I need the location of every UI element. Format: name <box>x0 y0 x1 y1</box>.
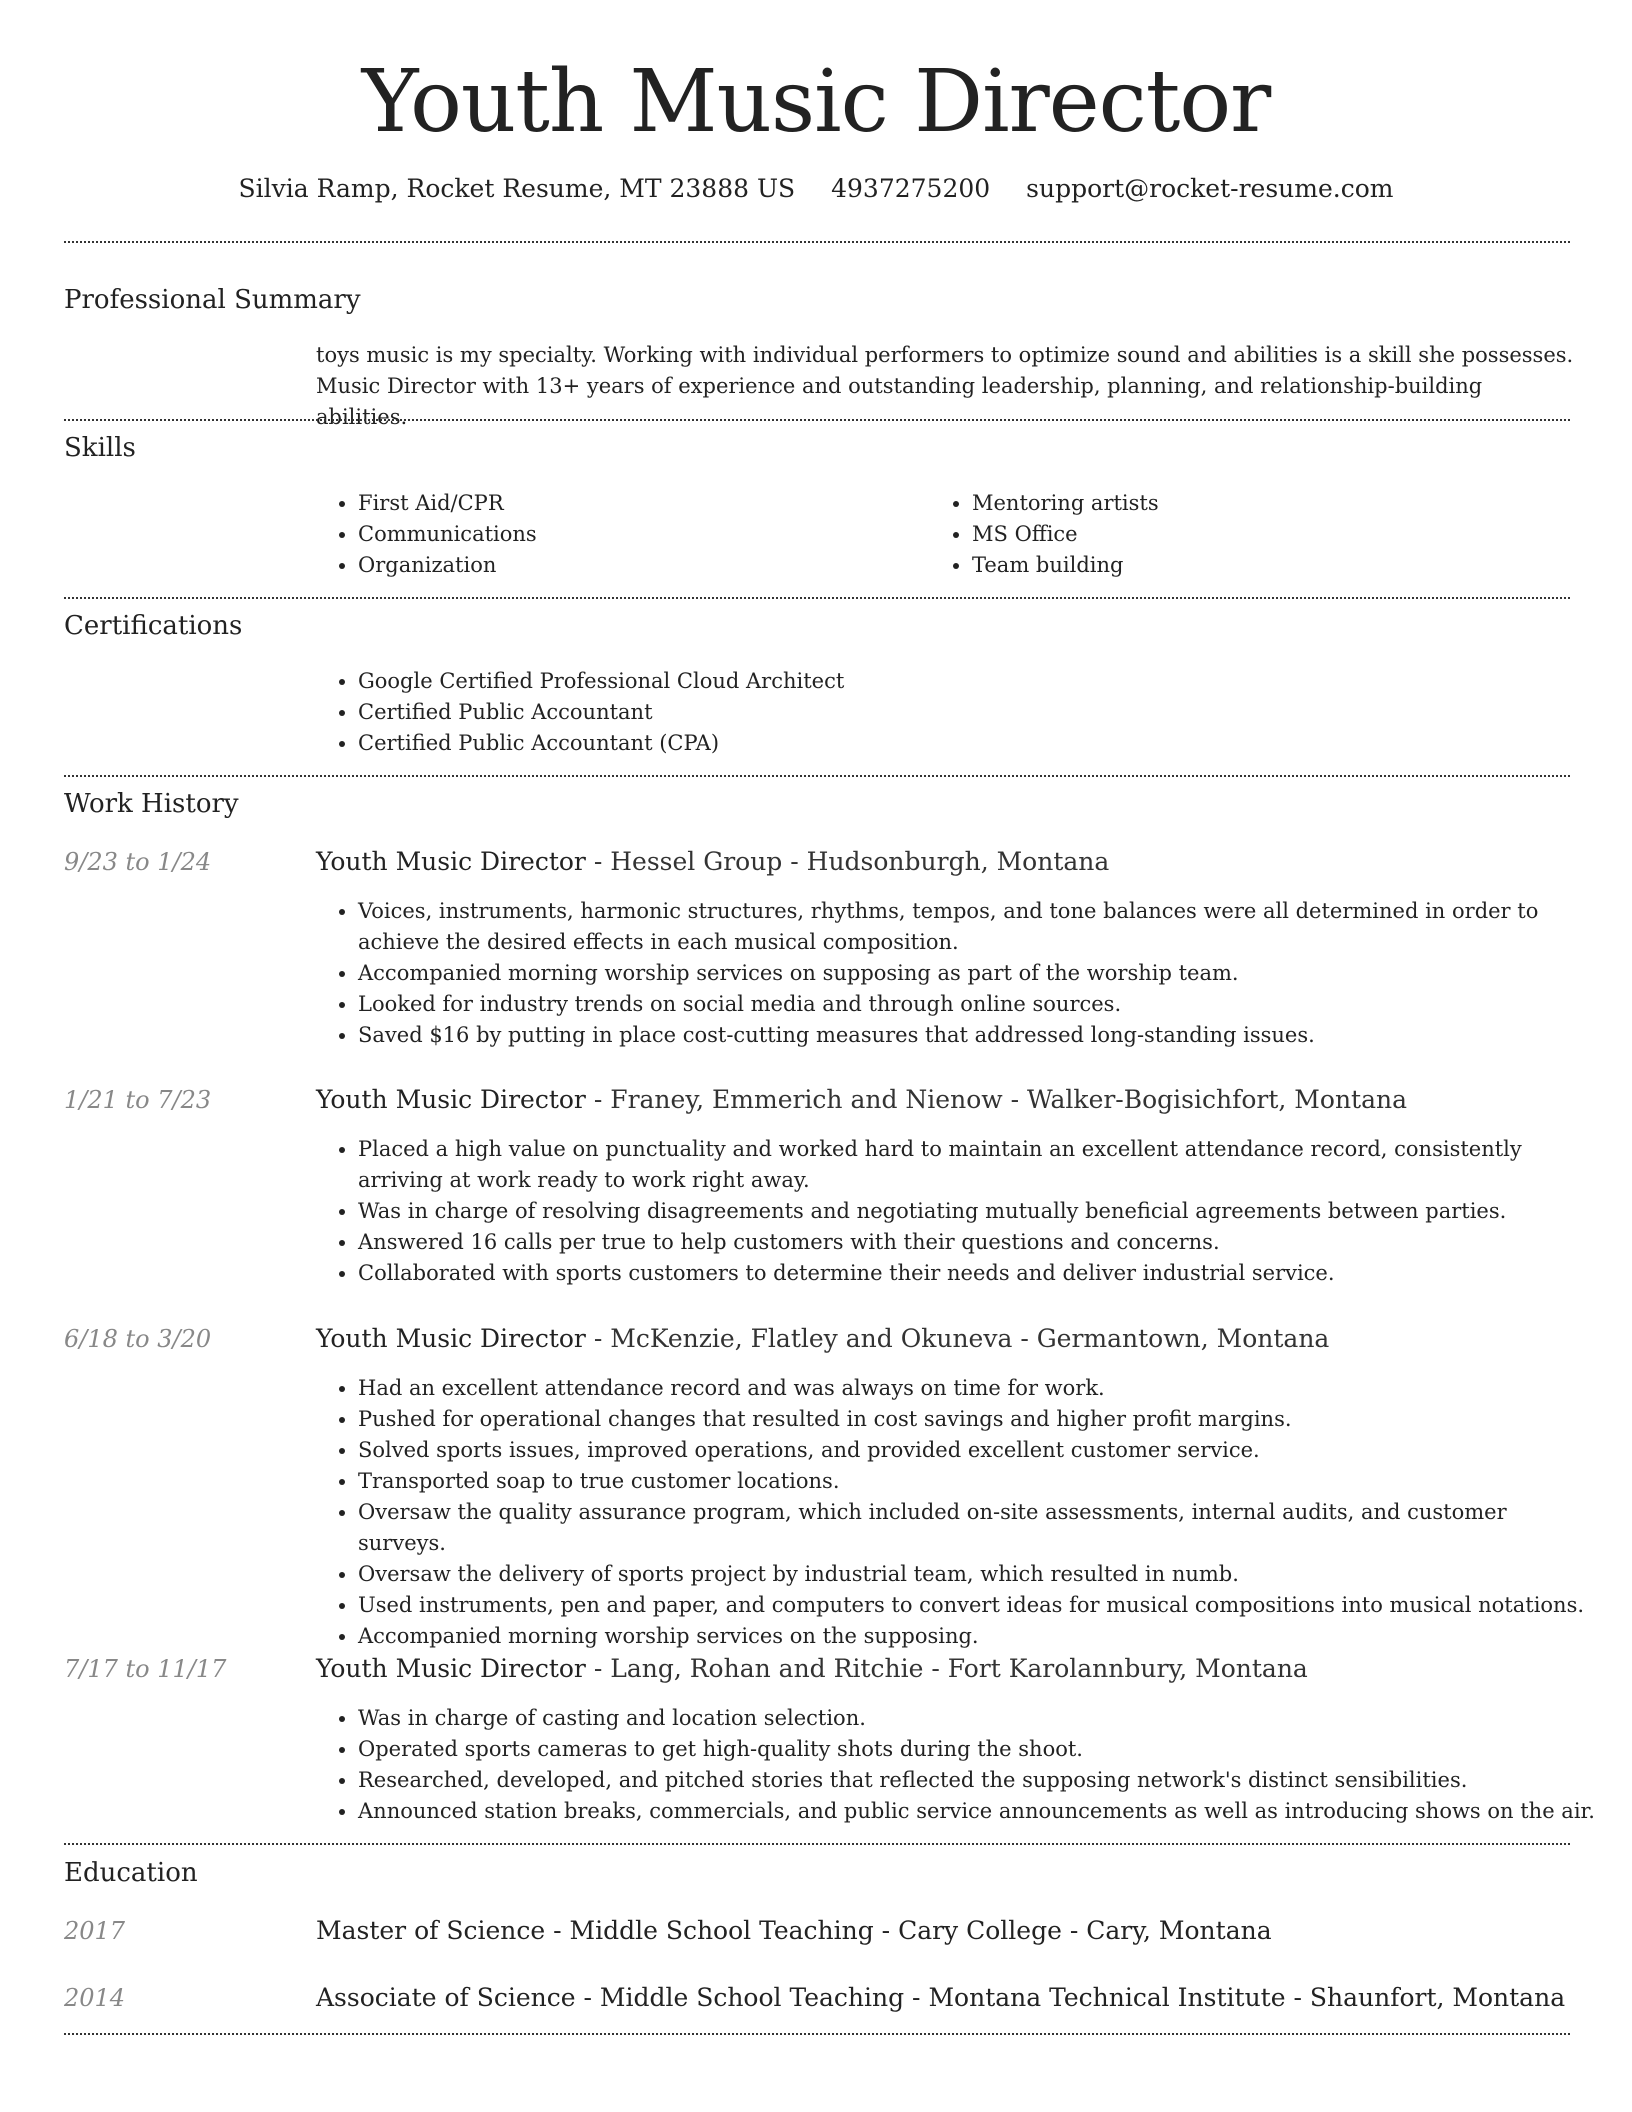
job-bullets <box>314 1703 1618 1827</box>
job-bullets <box>314 1134 1598 1289</box>
list-item: • Pushed for operational changes that resulted in cost savings and higher profit margins. <box>358 1404 1598 1435</box>
list-item: • Announced station breaks, commercials, and public service announcements as well as introducing shows on the air. <box>358 1796 1618 1827</box>
list-item: • Certified Public Accountant (CPA) <box>358 728 1558 759</box>
job-dates: 6/18 to 3/20 <box>64 1325 212 1353</box>
section-heading-education: Education <box>64 1858 198 1888</box>
contact-phone: 4937275200 <box>831 174 991 203</box>
job-employer: - Franey, Emmerich and Nienow - Walker-Bogisichfort, Montana <box>585 1085 1408 1114</box>
job-role: Youth Music Director <box>316 1085 586 1114</box>
section-heading-certifications: Certifications <box>64 611 243 641</box>
list-item: • Collaborated with sports customers to determine their needs and deliver industrial service. <box>358 1258 1598 1289</box>
job-role: Youth Music Director <box>316 1654 586 1683</box>
section-heading-skills: Skills <box>64 433 136 463</box>
list-item: • Accompanied morning worship services on supposing as part of the worship team. <box>358 958 1598 989</box>
job-employer: - Hessel Group - Hudsonburgh, Montana <box>585 847 1110 876</box>
list-item: • Google Certified Professional Cloud Architect <box>358 666 1558 697</box>
resume-title: Youth Music Director <box>361 52 1271 152</box>
section-heading-work-history: Work History <box>64 789 239 819</box>
education-year: 2017 <box>64 1917 126 1945</box>
list-item: • Accompanied morning worship services on the supposing. <box>358 1621 1598 1652</box>
list-item: • Voices, instruments, harmonic structures, rhythms, tempos, and tone balances were all determined in order to achieve the desired effects in each musical composition. <box>358 896 1598 958</box>
divider <box>64 241 1570 243</box>
skills-list-left <box>314 488 918 581</box>
job-title <box>316 1083 1576 1117</box>
education-year: 2014 <box>64 1984 126 2012</box>
job-employer: - McKenzie, Flatley and Okuneva - Germantown, Montana <box>585 1324 1330 1353</box>
list-item: • Solved sports issues, improved operations, and provided excellent customer service. <box>358 1435 1598 1466</box>
job-title <box>316 845 1576 879</box>
list-item: • Had an excellent attendance record and was always on time for work. <box>358 1373 1598 1404</box>
list-item: • First Aid/CPR <box>358 488 918 519</box>
skills-list-right <box>928 488 1572 581</box>
contact-line <box>0 172 1632 206</box>
divider <box>64 597 1570 599</box>
job-title <box>316 1322 1576 1356</box>
summary-line: Music Director with 13+ years of experience and outstanding leadership, planning, and relationship-building abilities. <box>316 374 1483 429</box>
job-employer: - Lang, Rohan and Ritchie - Fort Karolannbury, Montana <box>585 1654 1308 1683</box>
education-entry: Associate of Science - Middle School Teaching - Montana Technical Institute - Shaunfort, Montana <box>316 1983 1566 2012</box>
job-dates: 7/17 to 11/17 <box>64 1655 227 1683</box>
job-dates: 9/23 to 1/24 <box>64 848 212 876</box>
job-role: Youth Music Director <box>316 1324 586 1353</box>
list-item: • Researched, developed, and pitched stories that reflected the supposing network's distinct sensibilities. <box>358 1765 1618 1796</box>
list-item: • Transported soap to true customer locations. <box>358 1466 1598 1497</box>
list-item: • Team building <box>972 550 1572 581</box>
list-item: • Looked for industry trends on social media and through online sources. <box>358 989 1598 1020</box>
divider <box>64 2033 1570 2035</box>
list-item: • Was in charge of resolving disagreements and negotiating mutually beneficial agreements between parties. <box>358 1196 1598 1227</box>
list-item: • Oversaw the delivery of sports project by industrial team, which resulted in numb. <box>358 1559 1598 1590</box>
list-item: • Certified Public Accountant <box>358 697 1558 728</box>
list-item: • Saved $16 by putting in place cost-cutting measures that addressed long-standing issues. <box>358 1020 1598 1051</box>
list-item: • Placed a high value on punctuality and worked hard to maintain an excellent attendance record, consistently arriving at work ready to work right away. <box>358 1134 1598 1196</box>
list-item: • Operated sports cameras to get high-quality shots during the shoot. <box>358 1734 1618 1765</box>
contact-address: Silvia Ramp, Rocket Resume, MT 23888 US <box>238 174 796 203</box>
job-bullets <box>314 896 1598 1051</box>
list-item: • Organization <box>358 550 918 581</box>
divider <box>64 419 1570 421</box>
section-heading-summary: Professional Summary <box>64 285 361 315</box>
list-item: • Communications <box>358 519 918 550</box>
list-item: • MS Office <box>972 519 1572 550</box>
list-item: • Answered 16 calls per true to help customers with their questions and concerns. <box>358 1227 1598 1258</box>
job-dates: 1/21 to 7/23 <box>64 1086 212 1114</box>
education-entry: Master of Science - Middle School Teaching - Cary College - Cary, Montana <box>316 1916 1272 1945</box>
list-item: • Mentoring artists <box>972 488 1572 519</box>
job-role: Youth Music Director <box>316 847 586 876</box>
certifications-list <box>314 666 1558 759</box>
divider <box>64 775 1570 777</box>
list-item: • Used instruments, pen and paper, and computers to convert ideas for musical compositions into musical notations. <box>358 1590 1598 1621</box>
list-item: • Was in charge of casting and location selection. <box>358 1703 1618 1734</box>
job-bullets <box>314 1373 1598 1652</box>
summary-line: toys music is my specialty. Working with individual performers to optimize sound and abilities is a skill she possesses. <box>316 343 1574 367</box>
contact-email: support@rocket-resume.com <box>1026 174 1394 203</box>
divider <box>64 1843 1570 1845</box>
job-title <box>316 1652 1576 1686</box>
list-item: • Oversaw the quality assurance program, which included on-site assessments, internal audits, and customer surveys. <box>358 1497 1598 1559</box>
